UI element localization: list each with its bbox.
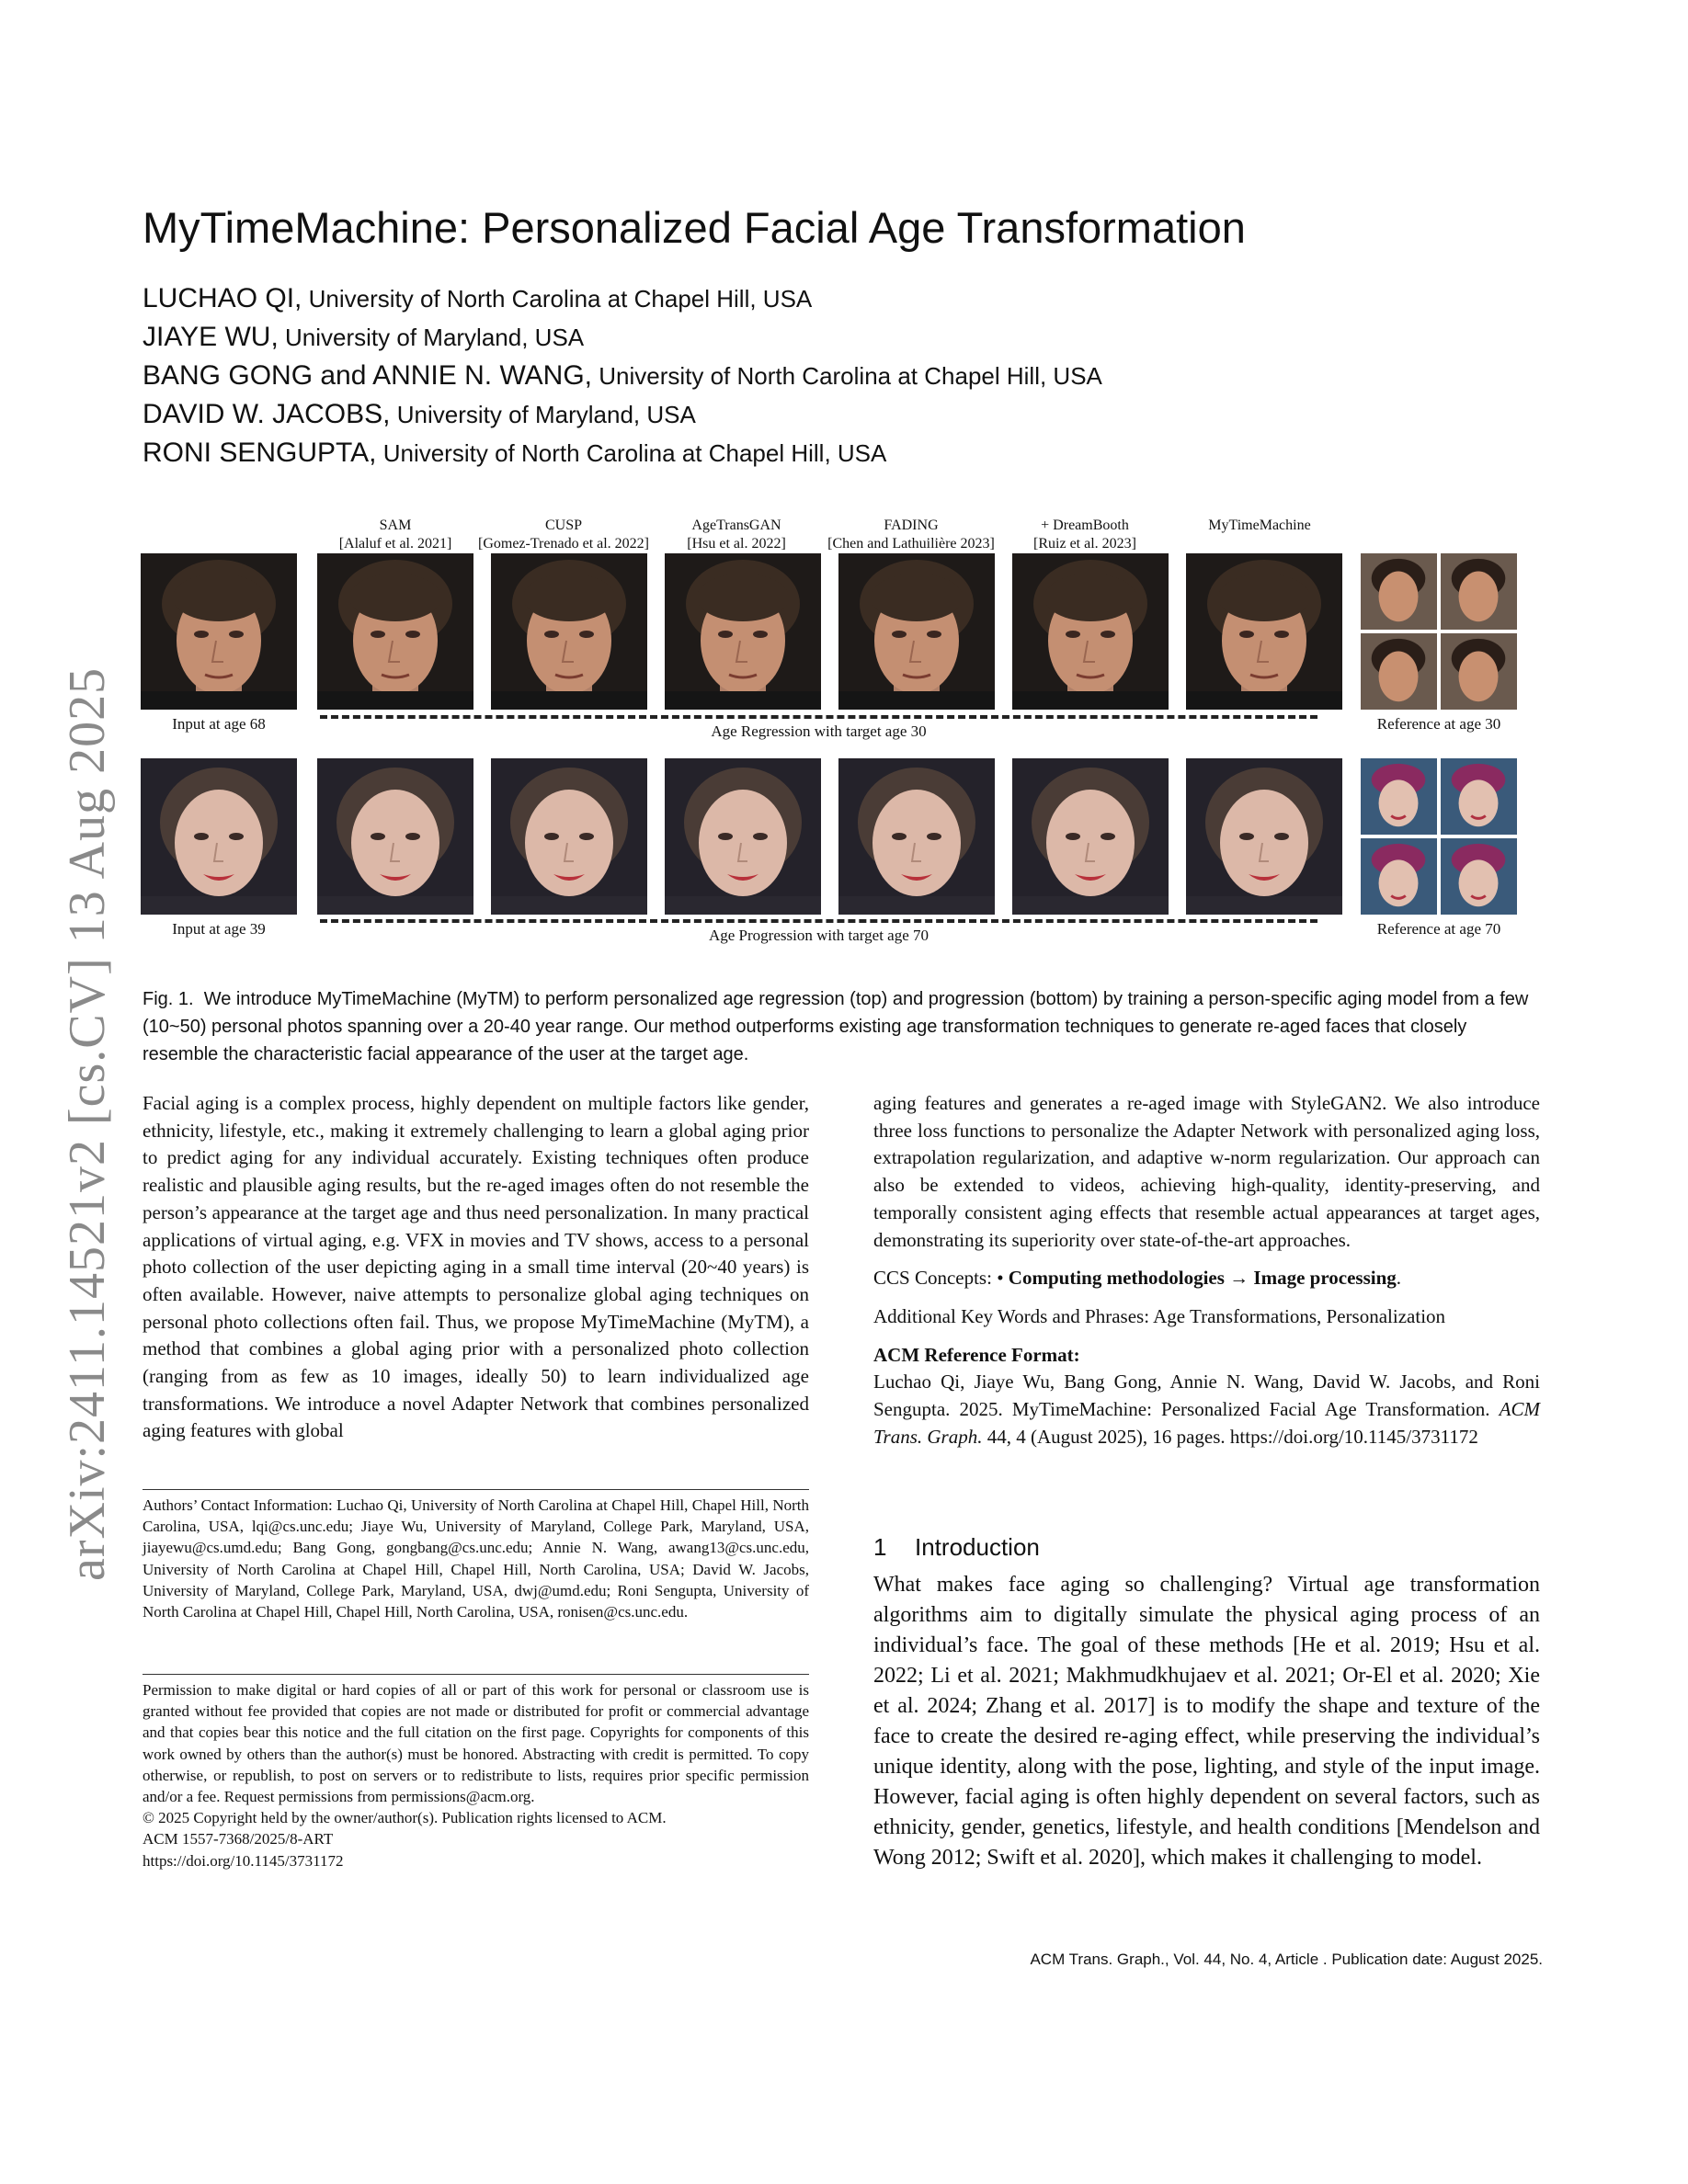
abstract-left-column [143,1090,809,1445]
result-face-image [491,553,647,710]
abstract-text: aging features and generates a re-aged image with StyleGAN2. We also introduce three loss functions to personalize the Adapter Network with personalized aging loss, extrapolation regularization, and adaptive w-norm regularization. Our approach can also be extended to videos, achieving high-quality, identity-preserving, and temporally consistent aging effects that resemble actual appearances at target ages, demonstrating its superiority over state-of-the-art approaches. [873,1092,1540,1251]
author-line [143,360,1102,392]
reference-face-image [1441,553,1517,630]
figure-column-header: CUSP [Gomez-Trenado et al. 2022] [477,518,650,552]
doi-line: https://doi.org/10.1145/3731172 [143,1851,344,1870]
author-line [143,283,812,314]
input-age-label: Input at age 39 [172,920,266,938]
footnote-rule [143,1674,809,1675]
reference-face-image [1441,758,1517,835]
figure-column-header: + DreamBooth [Ruiz et al. 2023] [1033,518,1136,552]
reference-face-image [1441,838,1517,915]
reference-image-grid [1361,758,1517,915]
figure-column-header: SAM [Alaluf et al. 2021] [338,518,452,552]
reference-face-image [1441,633,1517,710]
mytm-face-image [1186,553,1342,710]
result-face-image [1012,758,1169,915]
author-affiliation: University of North Carolina at Chapel Hill, USA [376,439,887,467]
author-line [143,438,886,469]
reference-age-label: Reference at age 30 [1376,715,1501,733]
author-names: BANG GONG and ANNIE N. WANG, [143,360,592,391]
section-heading [873,1533,1040,1562]
result-face-image [665,758,821,915]
contact-information: Authors’ Contact Information: Luchao Qi, University of North Carolina at Chapel Hill, Chapel Hill, North Carolina, USA, lqi@cs.unc.edu; Jiaye Wu, University of Maryland, College Park, Maryland, USA, jiayewu@cs.umd.edu; Bang Gong, gongbang@cs.unc.edu; Annie N. Wang, awang13@cs.unc.edu, University of North Carolina at Chapel Hill, Chapel Hill, North Carolina, USA; David W. Jacobs, University of Maryland, College Park, Maryland, USA, dwj@umd.edu; Roni Sengupta, University of North Carolina at Chapel Hill, Chapel Hill, North Carolina, USA, ronisen@cs.unc.edu. [143,1496,809,1621]
introduction-text: What makes face aging so challenging? Virtual age transformation algorithms aim to digitally simulate the physical aging process of an individual’s face. The goal of these methods [He et al. 2019; Hsu et al. 2022; Li et al. 2021; Makhmudkhujaev et al. 2021; Or-El et al. 2020; Xie et al. 2024; Zhang et al. 2017] is to modify the shape and texture of the face to create the desired re-aging effect, while preserving the individual’s unique identity, along with the pose, lighting, and style of the input image. However, facial aging is often highly dependent on several factors, such as ethnicity, gender, genetics, lifestyle, and health conditions [Mendelson and Wong 2012; Swift et al. 2020], which makes it challenging to model. [873,1573,1540,1870]
copyright-line: © 2025 Copyright held by the owner/author(s). Publication rights licensed to ACM. [143,1809,667,1827]
author-affiliation: University of Maryland, USA [390,401,696,428]
reference-face-image [1361,633,1437,710]
author-line [143,399,696,430]
keywords: Additional Key Words and Phrases: Age Transformations, Personalization [873,1304,1446,1327]
abstract-right-column [873,1090,1540,1450]
arxiv-identifier-stamp: arXiv:2411.14521v2 [cs.CV] 13 Aug 2025 [59,666,116,1581]
acm-reference-heading: ACM Reference Format: [873,1343,1080,1366]
author-names: JIAYE WU, [143,322,279,352]
reference-image-grid [1361,553,1517,710]
author-affiliation: University of North Carolina at Chapel Hill, USA [592,362,1102,390]
caption-text: We introduce MyTimeMachine (MyTM) to perform personalized age regression (top) and progression (bottom) by training a person-specific aging model from a few (10~50) personal photos spanning over a 20-40 year range. Our method outperforms existing age transformation techniques to generate re-aged faces that closely resemble the characteristic facial appearance of the user at the target age. [143,989,1529,1064]
author-affiliation: University of Maryland, USA [278,324,585,351]
section-title: Introduction [915,1533,1040,1561]
author-names: RONI SENGUPTA, [143,438,377,468]
reference-age-label: Reference at age 70 [1376,920,1501,938]
issn-line: ACM 1557-7368/2025/8-ART [143,1830,334,1848]
permission-notice [143,1679,809,1871]
result-face-image [317,553,473,710]
footnote-rule [143,1489,809,1490]
figure-column-header: FADING [Chen and Lathuilière 2023] [827,518,995,552]
permission-text: Permission to make digital or hard copies of all or part of this work for personal or classroom use is granted without fee provided that copies are not made or distributed for profit or commercial advantage and that copies bear this notice and the full citation on the first page. Copyrights for components of this work owned by others than the author(s) must be honored. Abstracting with credit is permitted. To copy otherwise, or republish, to post on servers or to redistribute to lists, requires prior specific permission and/or a fee. Request permissions from permissions@acm.org. [143,1681,809,1806]
input-face-image [141,553,297,710]
ccs-concepts: CCS Concepts: • Computing methodologies → Image processing. [873,1267,1402,1290]
author-affiliation: University of North Carolina at Chapel Hill, USA [302,285,813,313]
abstract-text: Facial aging is a complex process, highly dependent on multiple factors like gender, ethnicity, lifestyle, etc., making it extremely challenging to learn a global aging prior to predict aging for any individual accurately. Existing techniques often produce realistic and plausible aging results, but the re-aged images often do not resemble the person’s appearance at the target age and thus need personalization. In many practical applications of virtual aging, e.g. VFX in movies and TV shows, access to a personal photo collection of the user depicting aging in a small time interval (20~40 years) is often available. However, naive attempts to personalize global aging techniques on personal photo collections often fail. Thus, we propose MyTimeMachine (MyTM), a method that combines a global aging prior with a personalized photo collection (ranging from as few as 10 images, ideally 50) to learn individualized age transformations. We introduce a novel Adapter Network that combines personalized aging features with global [143,1092,809,1442]
result-face-image [1012,553,1169,710]
figure-caption [143,985,1540,1068]
reference-face-image [1361,758,1437,835]
page-footer: ACM Trans. Graph., Vol. 44, No. 4, Article . Publication date: August 2025. [1030,1951,1543,1968]
dashed-divider [320,715,1317,719]
input-age-label: Input at age 68 [172,715,266,733]
transformation-label: Age Regression with target age 30 [711,722,927,740]
acm-reference-text: Luchao Qi, Jiaye Wu, Bang Gong, Annie N. Wang, David W. Jacobs, and Roni Sengupta. 2025. MyTimeMachine: Personalized Facial Age Transformation. ACM Trans. Graph. 44, 4 (August 2025), 16 pages. https://doi.org/10.1145/3731172 [873,1371,1540,1448]
result-face-image [838,758,995,915]
author-names: DAVID W. JACOBS, [143,399,391,429]
reference-face-image [1361,838,1437,915]
result-face-image [665,553,821,710]
transformation-label: Age Progression with target age 70 [708,927,930,944]
author-names: LUCHAO QI, [143,283,302,313]
result-face-image [491,758,647,915]
reference-face-image [1361,553,1437,630]
mytm-face-image [1186,758,1342,915]
dashed-divider [320,919,1317,923]
caption-label: Fig. 1. [143,989,194,1009]
result-face-image [838,553,995,710]
figure-column-header: MyTimeMachine [1208,518,1311,533]
author-line [143,322,584,353]
section-number: 1 [873,1533,887,1561]
paper-title: MyTimeMachine: Personalized Facial Age Transformation [143,203,1246,252]
figure-column-header: AgeTransGAN [Hsu et al. 2022] [687,518,786,552]
input-face-image [141,758,297,915]
result-face-image [317,758,473,915]
